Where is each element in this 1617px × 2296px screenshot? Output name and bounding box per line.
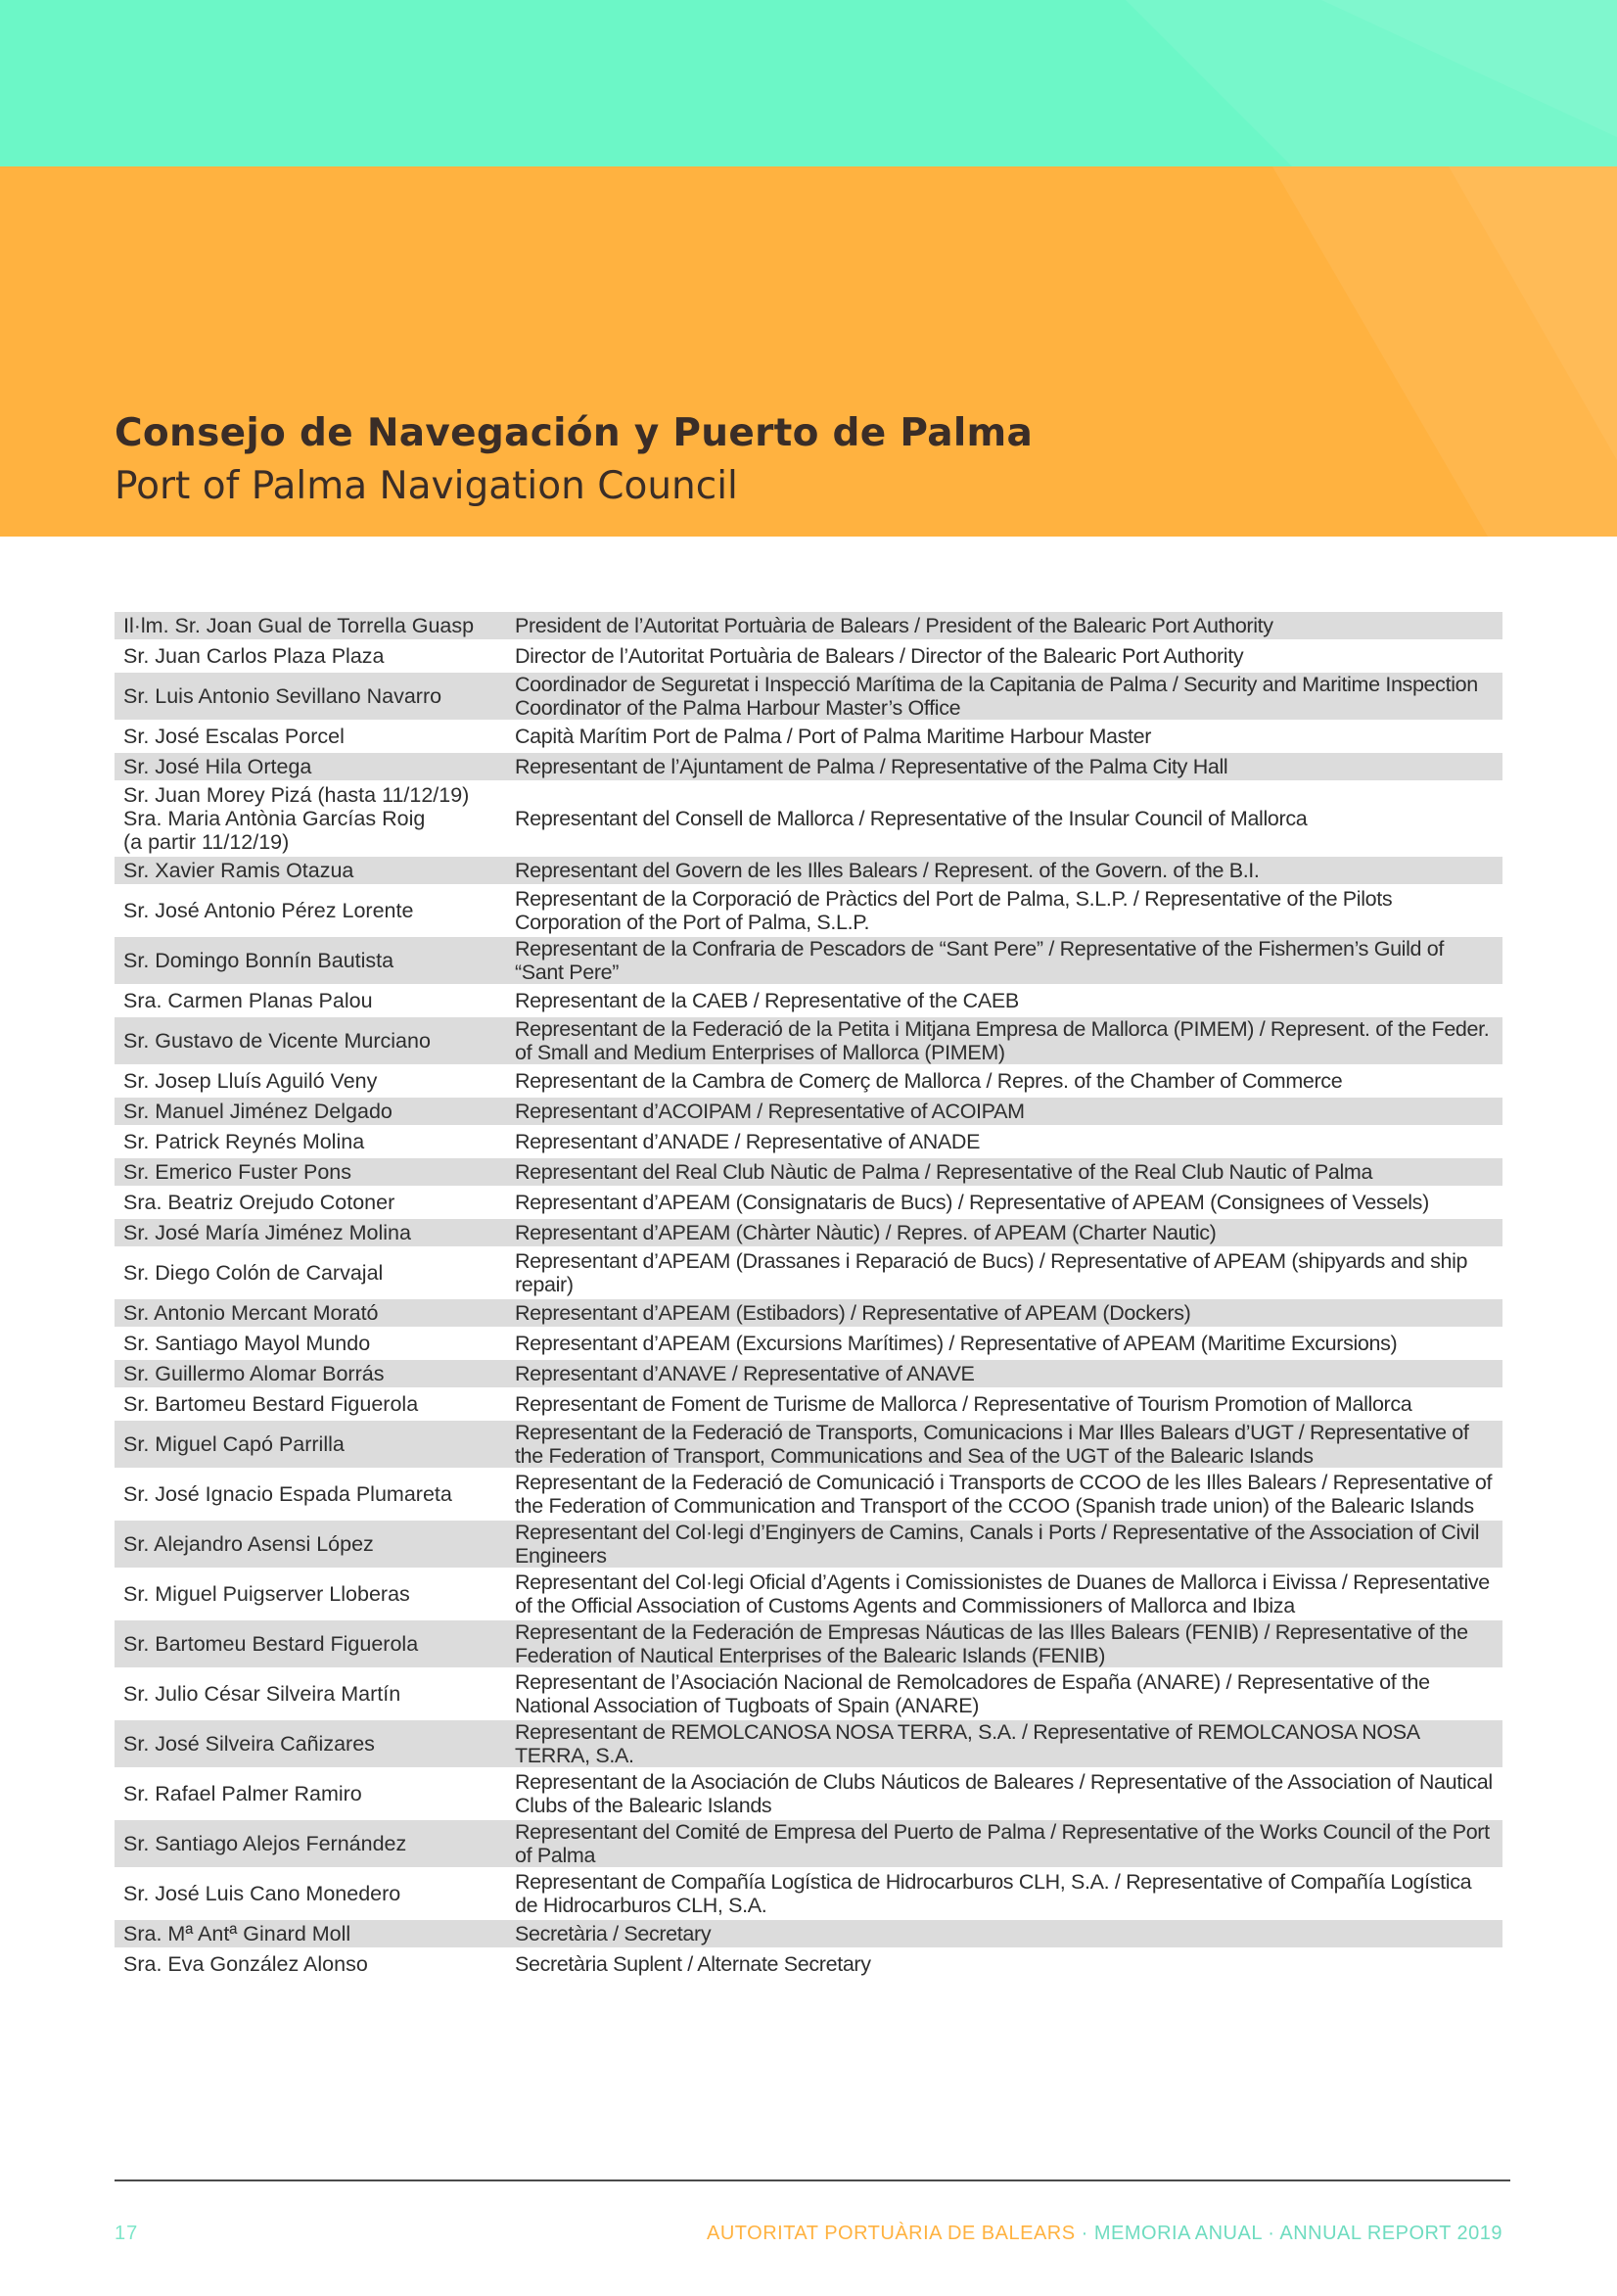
member-role: Representant d’APEAM (Chàrter Nàutic) / Repres. of APEAM (Charter Nautic) [505, 1219, 1502, 1246]
member-row [115, 673, 1502, 720]
member-role: Representant de la Federació de la Petita i Mitjana Empresa de Mallorca (PIMEM) / Represent. of the Feder. of Small and Medium Enterprises of Mallorca (PIMEM) [505, 1017, 1502, 1064]
page-number: 17 [115, 2223, 139, 2244]
member-name: Sr. Diego Colón de Carvajal [123, 1261, 384, 1285]
footer-separator: · [1075, 2223, 1094, 2244]
member-row [115, 1249, 1502, 1296]
member-role: Representant de la Federación de Empresas Náuticas de las Illes Balears (FENIB) / Representative of the Federation of Nautical Enterprises of the Balearic Islands (FENIB) [505, 1620, 1502, 1667]
member-name: Sr. Emerico Fuster Pons [115, 1158, 505, 1186]
member-role: Representant del Col·legi d’Enginyers de Camins, Canals i Ports / Representative of the Association of Civil Engineers [505, 1521, 1502, 1568]
member-row [115, 1360, 1502, 1387]
member-name: Sr. Juan Carlos Plaza Plaza [123, 644, 385, 668]
member-role: Secretària Suplent / Alternate Secretary [515, 1952, 871, 1976]
member-name: Sr. José Hila Ortega [115, 753, 505, 780]
member-row [115, 1158, 1502, 1186]
member-name: Sr. Guillermo Alomar Borrás [115, 1360, 505, 1387]
member-name: Sr. Bartomeu Bestard Figuerola [123, 1392, 419, 1416]
member-name: Sr. Bartomeu Bestard Figuerola [115, 1620, 505, 1667]
member-row [115, 1189, 1502, 1216]
member-row [115, 612, 1502, 639]
member-row [115, 1670, 1502, 1717]
member-role: Representant de la CAEB / Representative of the CAEB [515, 989, 1019, 1012]
member-role: Representant de la Federació de Comunicació i Transports de CCOO de les Illes Balears / Representative of the Federation of Communication and Transport of the CCOO (Spanish trade union) of the Balearic Islands [515, 1471, 1493, 1518]
member-row [115, 753, 1502, 780]
member-name: Sra. Carmen Planas Palou [123, 989, 373, 1012]
member-row [115, 1620, 1502, 1667]
member-row [115, 723, 1502, 750]
member-role: Representant de la Corporació de Pràctics del Port de Palma, S.L.P. / Representative of the Pilots Corporation of the Port of Palma, S.L.P. [515, 887, 1393, 934]
member-role: Representant del Col·legi Oficial d’Agents i Comissionistes de Duanes de Mallorca i Eivissa / Representative of the Official Association of Customs Agents and Commissioners of Mallorca and Ibiza [515, 1570, 1490, 1617]
member-role: Representant de l’Ajuntament de Palma / Representative of the Palma City Hall [505, 753, 1502, 780]
member-name: Sr. Julio César Silveira Martín [123, 1682, 401, 1706]
member-role: Director de l’Autoritat Portuària de Balears / Director of the Balearic Port Authority [515, 644, 1244, 668]
members-table [115, 609, 1502, 1981]
member-name: Sr. Josep Lluís Aguiló Veny [123, 1069, 378, 1093]
member-row [115, 1820, 1502, 1867]
member-row [115, 1390, 1502, 1418]
member-name: Sr. José María Jiménez Molina [115, 1219, 505, 1246]
member-role: Representant de Foment de Turisme de Mallorca / Representative of Tourism Promotion of Mallorca [515, 1392, 1412, 1416]
member-row [115, 1098, 1502, 1125]
member-name: Sr. Antonio Mercant Morató [115, 1299, 505, 1327]
member-row [115, 1299, 1502, 1327]
member-name: Sr. José Ignacio Espada Plumareta [123, 1482, 452, 1506]
page-title: Consejo de Navegación y Puerto de Palma [115, 411, 1034, 455]
member-name: Sra. Mª Antª Ginard Moll [115, 1920, 505, 1947]
page-subtitle: Port of Palma Navigation Council [115, 464, 738, 508]
member-row [115, 1521, 1502, 1568]
member-row [115, 1128, 1502, 1155]
member-name: Sra. Beatriz Orejudo Cotoner [123, 1191, 395, 1214]
member-name: Sr. Manuel Jiménez Delgado [115, 1098, 505, 1125]
member-name: Sr. Patrick Reynés Molina [123, 1130, 365, 1153]
member-name: Sr. Rafael Palmer Ramiro [123, 1782, 362, 1805]
member-role: Representant d’ANAVE / Representative of ANAVE [505, 1360, 1502, 1387]
member-name: Sra. Eva González Alonso [123, 1952, 368, 1976]
member-role: Representant de la Federació de Transports, Comunicacions i Mar Illes Balears d’UGT / Representative of the Federation of Transport, Communications and Sea of the UGT of the Balearic Islands [505, 1421, 1502, 1468]
member-role: Representant de l’Asociación Nacional de Remolcadores de España (ANARE) / Representative of the National Association of Tugboats of Spain (ANARE) [515, 1670, 1430, 1717]
member-name: Sr. Santiago Mayol Mundo [123, 1332, 371, 1355]
member-name: Sr. Alejandro Asensi López [115, 1521, 505, 1568]
member-row [115, 1017, 1502, 1064]
member-name: Sr. José Antonio Pérez Lorente [123, 899, 414, 922]
member-role: Capità Marítim Port de Palma / Port of Palma Maritime Harbour Master [515, 725, 1152, 748]
member-role: President de l’Autoritat Portuària de Balears / President of the Balearic Port Authority [505, 612, 1502, 639]
member-name: Sr. Gustavo de Vicente Murciano [115, 1017, 505, 1064]
members-table-body [115, 612, 1502, 1978]
member-name: Sr. José Luis Cano Monedero [123, 1882, 401, 1905]
member-role: Representant de REMOLCANOSA NOSA TERRA, S.A. / Representative of REMOLCANOSA NOSA TERRA, S.A. [505, 1720, 1502, 1767]
member-role: Representant de la Confraria de Pescadors de “Sant Pere” / Representative of the Fishermen’s Guild of “Sant Pere” [505, 937, 1502, 984]
member-row [115, 1870, 1502, 1917]
member-row [115, 1067, 1502, 1095]
member-role: Representant d’ACOIPAM / Representative of ACOIPAM [505, 1098, 1502, 1125]
member-row [115, 857, 1502, 884]
member-role: Representant del Comité de Empresa del Puerto de Palma / Representative of the Works Council of the Port of Palma [505, 1820, 1502, 1867]
member-role: Representant del Consell de Mallorca / Representative of the Insular Council of Mallorca [515, 807, 1308, 830]
member-row [115, 783, 1502, 854]
member-name: Sr. Domingo Bonnín Bautista [115, 937, 505, 984]
member-row [115, 1421, 1502, 1468]
member-row [115, 1950, 1502, 1978]
member-row [115, 642, 1502, 670]
member-name: Sr. José Escalas Porcel [123, 725, 345, 748]
member-role: Coordinador de Seguretat i Inspecció Marítima de la Capitania de Palma / Security and Maritime Inspection Coordinator of the Palma Harbour Master’s Office [505, 673, 1502, 720]
member-row [115, 1570, 1502, 1617]
member-row [115, 1920, 1502, 1947]
member-role: Representant del Govern de les Illes Balears / Represent. of the Govern. of the B.I. [505, 857, 1502, 884]
member-name: Sr. Miguel Capó Parrilla [115, 1421, 505, 1468]
member-role: Representant de la Cambra de Comerç de Mallorca / Repres. of the Chamber of Commerce [515, 1069, 1343, 1093]
footer-organization: AUTORITAT PORTUÀRIA DE BALEARS [707, 2223, 1076, 2244]
footer-rule [115, 2179, 1510, 2181]
member-name: Sr. Juan Morey Pizá (hasta 11/12/19) Sra. Maria Antònia Garcías Roig (a partir 11/12/19) [123, 783, 470, 854]
footer-report: MEMORIA ANUAL · ANNUAL REPORT 2019 [1093, 2223, 1502, 2244]
member-role: Representant d’ANADE / Representative of ANADE [515, 1130, 981, 1153]
member-role: Secretària / Secretary [505, 1920, 1502, 1947]
member-role: Representant de la Asociación de Clubs Náuticos de Baleares / Representative of the Association of Nautical Clubs of the Balearic Islands [515, 1770, 1493, 1817]
member-name: Sr. Luis Antonio Sevillano Navarro [115, 673, 505, 720]
member-row [115, 1219, 1502, 1246]
member-row [115, 1330, 1502, 1357]
member-role: Representant d’APEAM (Estibadors) / Representative of APEAM (Dockers) [505, 1299, 1502, 1327]
header-band-teal [0, 0, 1617, 166]
member-role: Representant d’APEAM (Drassanes i Reparació de Bucs) / Representative of APEAM (shipyards and ship repair) [515, 1249, 1468, 1296]
member-row [115, 887, 1502, 934]
member-row [115, 1770, 1502, 1817]
member-row [115, 1471, 1502, 1518]
member-name: Sr. Santiago Alejos Fernández [115, 1820, 505, 1867]
header-decoration [0, 0, 1617, 166]
member-role: Representant del Real Club Nàutic de Palma / Representative of the Real Club Nautic of Palma [505, 1158, 1502, 1186]
member-role: Representant d’APEAM (Excursions Marítimes) / Representative of APEAM (Maritime Excursions) [515, 1332, 1398, 1355]
member-name: Sr. José Silveira Cañizares [115, 1720, 505, 1767]
member-name: Sr. Xavier Ramis Otazua [115, 857, 505, 884]
member-role: Representant de Compañía Logística de Hidrocarburos CLH, S.A. / Representative of Compañía Logística de Hidrocarburos CLH, S.A. [515, 1870, 1472, 1917]
footer-text [707, 2223, 1502, 2245]
member-name: Sr. Miguel Puigserver Lloberas [123, 1582, 410, 1606]
member-row [115, 987, 1502, 1014]
member-row [115, 1720, 1502, 1767]
member-role: Representant d’APEAM (Consignataris de Bucs) / Representative of APEAM (Consignees of Vessels) [515, 1191, 1429, 1214]
member-row [115, 937, 1502, 984]
member-name: Il·lm. Sr. Joan Gual de Torrella Guasp [115, 612, 505, 639]
